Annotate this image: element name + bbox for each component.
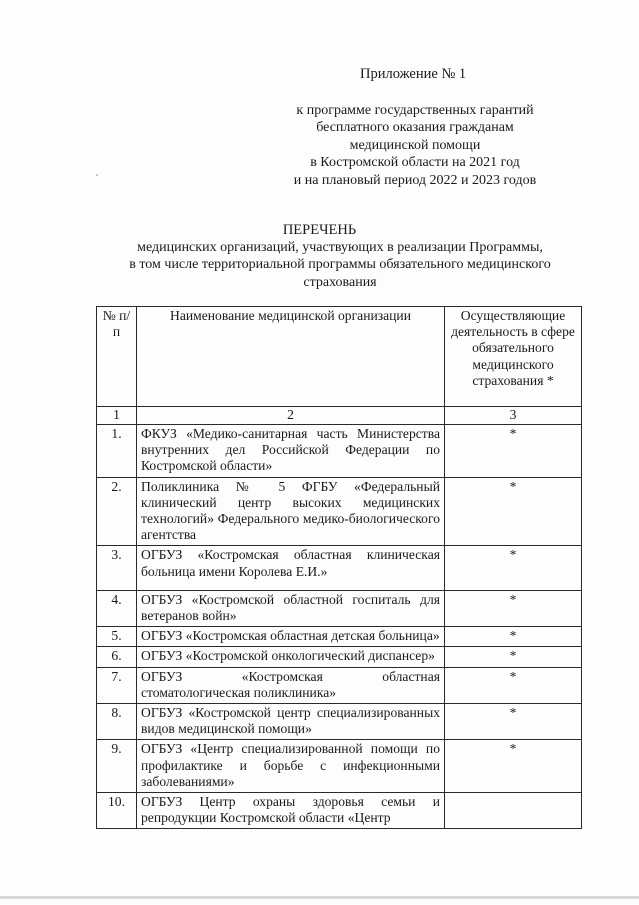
oms-mark: * [445,704,582,740]
appendix-label: Приложение № 1 [360,66,467,82]
column-index: 1 [97,407,137,425]
table-row [97,793,582,829]
row-number: 10. [97,793,137,829]
row-number: 4. [97,590,137,626]
oms-mark: * [445,647,582,667]
row-number: 2. [97,477,137,546]
oms-mark: * [445,627,582,647]
oms-mark: * [445,477,582,546]
table-row [97,667,582,703]
column-header-oms: Осуществляющие деятельность в сфере обязательного медицинского страхования * [445,307,582,407]
row-number: 9. [97,740,137,793]
organization-name: ОГБУЗ «Костромской областной госпиталь для ветеранов войн» [137,590,445,626]
list-subtitle [90,239,590,291]
row-number: 1. [97,425,137,478]
oms-mark: * [445,740,582,793]
table-row [97,647,582,667]
program-line: к программе государственных гарантий [296,103,534,118]
table-row [97,704,582,740]
table-row [97,546,582,590]
oms-mark: * [445,546,582,590]
oms-mark: * [445,425,582,478]
row-number: 6. [97,647,137,667]
organization-name: ОГБУЗ «Костромская областная детская больница» [137,627,445,647]
program-line: в Костромской области на 2021 год [310,155,520,171]
program-reference [260,102,570,189]
column-index-row [97,407,582,425]
organization-name: ОГБУЗ «Костромская областная стоматологическая поликлиника» [137,667,445,703]
row-number: 8. [97,704,137,740]
table-row [97,425,582,478]
oms-mark: * [445,590,582,626]
row-number: 7. [97,667,137,703]
organization-name: ОГБУЗ «Костромская областная клиническая больница имени Королева Е.И.» [137,546,445,590]
table-row [97,740,582,793]
organization-name: ОГБУЗ Центр охраны здоровья семьи и репродукции Костромской области «Центр [137,793,445,829]
row-number: 5. [97,627,137,647]
organization-name: ОГБУЗ «Костромской центр специализированных видов медицинской помощи» [137,704,445,740]
list-heading: ПЕРЕЧЕНЬ [282,222,357,238]
row-number: 3. [97,546,137,590]
organizations-table [96,306,582,829]
organization-name: ОГБУЗ «Костромской онкологический диспансер» [137,647,445,667]
column-header-number: № п/п [97,307,137,407]
organization-name: ФКУЗ «Медико-санитарная часть Министерства внутренних дел Российской Федерации по Костромской области» [137,425,445,478]
oms-mark: * [445,667,582,703]
subtitle-line: в том числе территориальной программы обязательного медицинского [129,257,551,273]
program-line: медицинской помощи [349,137,481,153]
organization-name: Поликлиника № 5 ФГБУ «Федеральный клинический центр высоких медицинских технологий» Федерального медико-биологического агентства [137,477,445,546]
table-row [97,590,582,626]
column-index: 2 [137,407,445,425]
program-line: бесплатного оказания гражданам [316,120,514,136]
table-row [97,477,582,546]
column-header-name: Наименование медицинской организации [137,307,445,407]
organization-name: ОГБУЗ «Центр специализированной помощи по профилактике и борьбе с инфекционными заболеваниями» [137,740,445,793]
subtitle-line: страхования [303,274,377,290]
program-line: и на плановый период 2022 и 2023 годов [293,172,537,188]
oms-mark [445,793,582,829]
subtitle-line: медицинских организаций, участвующих в реализации Программы, [137,240,543,255]
column-index: 3 [445,407,582,425]
table-row [97,627,582,647]
table-header-row [97,307,582,407]
scan-edge [0,896,639,899]
scan-speck [96,174,98,176]
